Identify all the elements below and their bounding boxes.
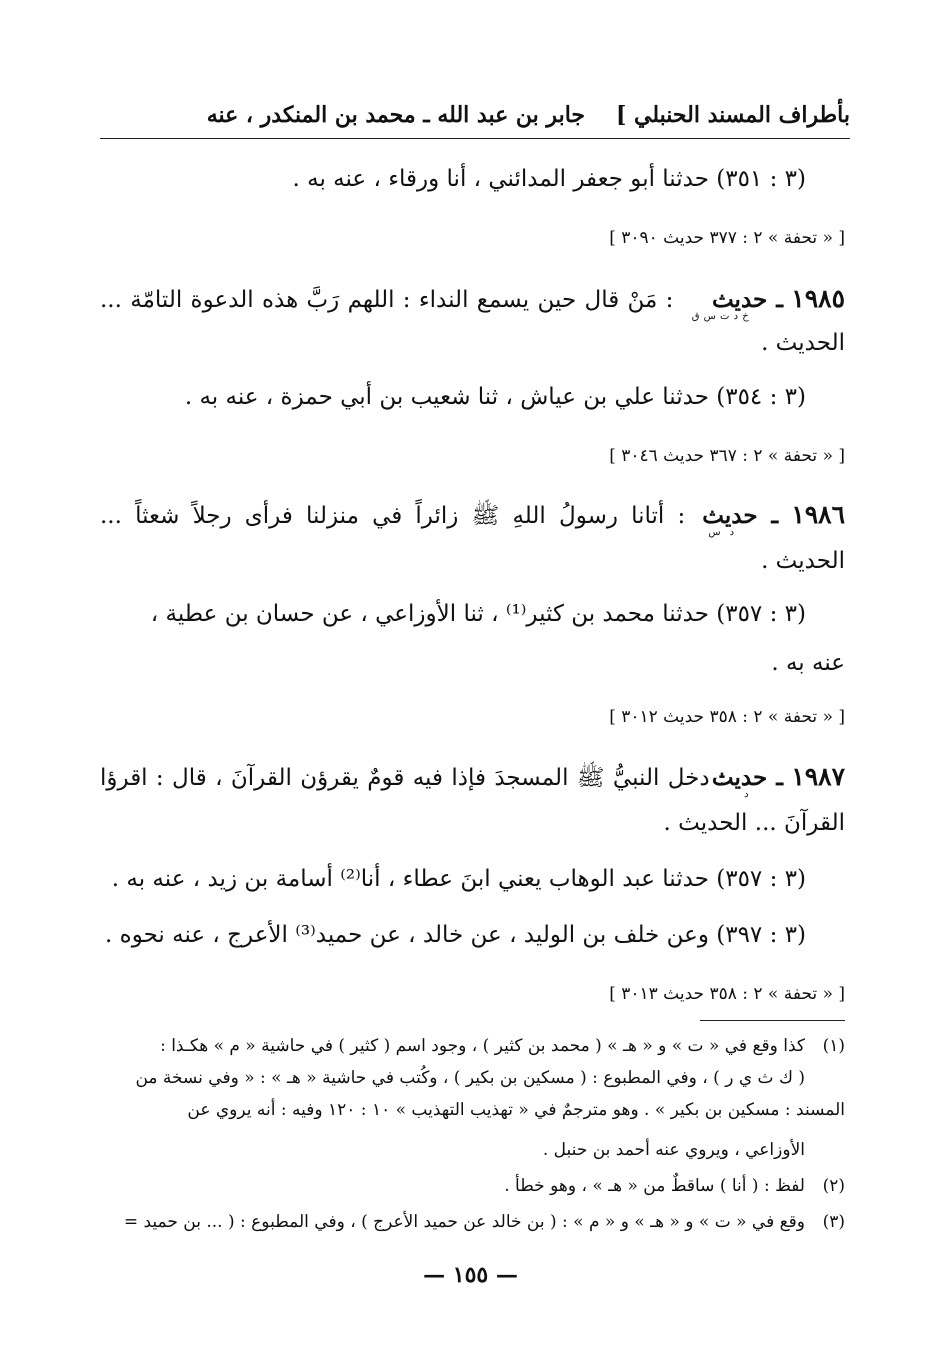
page-number: — ١٥٥ — xyxy=(423,1262,518,1288)
hadith-text: : دخل النبيُّ ﷺ المسجدَ فإذا فيه قومٌ يقرؤن القرآنَ ، قال : اقرؤا xyxy=(100,765,726,791)
hadith-number: ١٩٨٧ xyxy=(791,762,846,791)
sources-sigla: خ د ت س ق xyxy=(691,311,749,322)
chain-line: (٣ : ٣٥٤) حدثنا علي بن عياش ، ثنا شعيب بن أبي حمزة ، عنه به . xyxy=(184,384,806,410)
footnote-text: المسند : مسكين بن بكير » . وهو مترجمٌ في « تهذيب التهذيب » ١٠ : ١٢٠ وفيه : أنه يروي عن xyxy=(187,1100,845,1120)
footnote-1-cont xyxy=(100,1068,845,1088)
hadith-text: : مَنْ قال حين يسمع النداء : اللهم رَبَّ هذه الدعوة التامّة ... xyxy=(100,287,674,313)
hadith-text-cont: القرآنَ ... الحديث . xyxy=(663,810,845,836)
hadith-1987 xyxy=(100,762,846,800)
footnote-text: كذا وقع في « ت » و « هـ » ( محمد بن كثير ) ، وجود اسم ( كثير ) في حاشية « م » هكـذا : xyxy=(160,1036,805,1056)
footnote-1 xyxy=(100,1036,845,1056)
hadith-number: ١٩٨٥ xyxy=(791,284,846,313)
hadith-label: ـ حديث xyxy=(711,764,783,791)
chain-line: (٣ : ٣٥٧) حدثنا عبد الوهاب يعني ابنَ عطاء ، أنا⁽²⁾ أسامة بن زيد ، عنه به . xyxy=(111,866,806,892)
header-rule xyxy=(100,138,850,139)
footnote-rule xyxy=(700,1020,845,1021)
hadith-label: ـ حديث xyxy=(711,286,783,313)
footnote-text: ( ك ث ي ر ) ، وفي المطبوع : ( مسكين بن بكير ) ، وكُتب في حاشية « هـ » : « وفي نسخة من xyxy=(135,1068,805,1088)
hadith-text-cont: الحديث . xyxy=(761,330,845,356)
footnote-2 xyxy=(100,1176,845,1196)
header-book-title: بأطراف المسند الحنبلي ] xyxy=(615,102,850,128)
footnote-3 xyxy=(100,1212,845,1232)
chain-line-cont: عنه به . xyxy=(771,650,845,676)
running-header xyxy=(100,100,850,140)
hadith-number: ١٩٨٦ xyxy=(791,500,846,529)
footnote-1-cont xyxy=(100,1100,845,1120)
sources-sigla: د س xyxy=(708,527,735,538)
sources-sigla: د xyxy=(744,789,749,800)
chain-line: (٣ : ٣٥٧) حدثنا محمد بن كثير⁽¹⁾ ، ثنا الأوزاعي ، عن حسان بن عطية ، xyxy=(150,601,806,627)
footnote-number: (١) xyxy=(822,1036,845,1056)
footnote-text: الأوزاعي ، ويروي عنه أحمد بن حنبل . xyxy=(542,1140,805,1160)
hadith-text-cont: الحديث . xyxy=(761,548,845,574)
chain-line: (٣ : ٣٥١) حدثنا أبو جعفر المدائني ، أنا ورقاء ، عنه به . xyxy=(292,166,806,192)
chain-line: (٣ : ٣٩٧) وعن خلف بن الوليد ، عن خالد ، عن حميد⁽³⁾ الأعرج ، عنه نحوه . xyxy=(105,922,806,948)
tuhfa-reference: [ « تحفة » ٢ : ٣٥٨ حديث ٣٠١٢ ] xyxy=(609,707,845,727)
footnote-text: لفظ : ( أنا ) ساقطٌ من « هـ » ، وهو خطأ . xyxy=(504,1176,805,1196)
hadith-1985 xyxy=(100,284,846,322)
hadith-label: ـ حديث xyxy=(702,502,779,529)
header-chapter-title: جابر بن عبد الله ـ محمد بن المنكدر ، عنه xyxy=(206,102,585,128)
footnote-number: (٣) xyxy=(822,1212,845,1232)
tuhfa-reference: [ « تحفة » ٢ : ٣٥٨ حديث ٣٠١٣ ] xyxy=(609,984,845,1004)
footnote-number: (٢) xyxy=(822,1176,845,1196)
hadith-1986 xyxy=(100,500,846,538)
tuhfa-reference: [ « تحفة » ٢ : ٣٧٧ حديث ٣٠٩٠ ] xyxy=(609,228,845,248)
tuhfa-reference: [ « تحفة » ٢ : ٣٦٧ حديث ٣٠٤٦ ] xyxy=(609,446,845,466)
footnote-text: وقع في « ت » و « هـ » و « م » : ( بن خالد عن حميد الأعرج ) ، وفي المطبوع : ( ... بن حميد = xyxy=(123,1212,805,1232)
hadith-text: : أتانا رسولُ اللهِ ﷺ زائراً في منزلنا فرأى رجلاً شعثاً ... xyxy=(100,503,686,529)
footnote-1-cont xyxy=(100,1140,845,1160)
